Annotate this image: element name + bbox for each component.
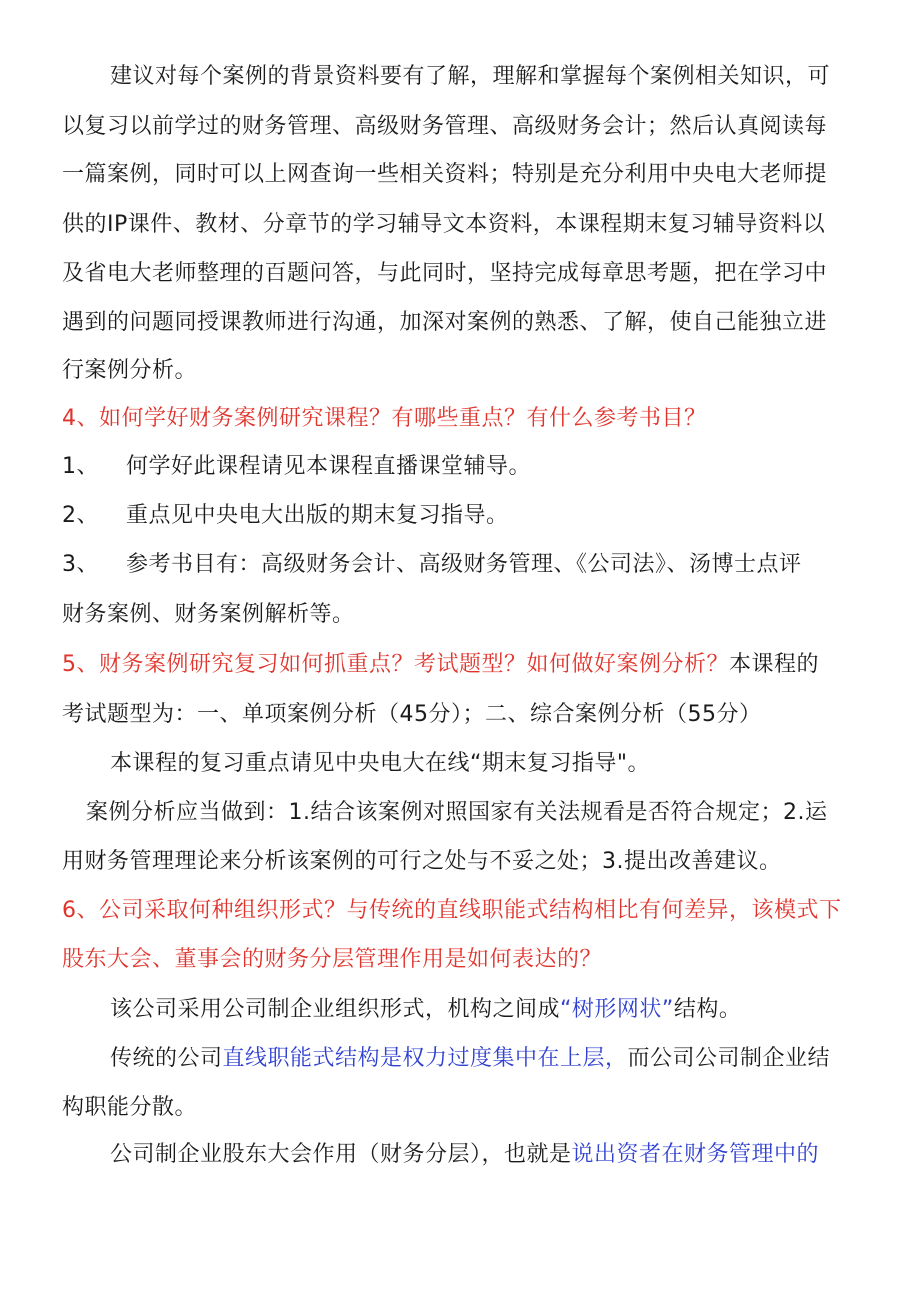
intro-line-7: 行案例分析。 <box>62 358 198 383</box>
q4-answer-3-continued: 财务案例、财务案例解析等。 <box>62 602 355 627</box>
q5-analysis-requirements: 案例分析应当做到：1.结合该案例对照国家有关法规看是否符合规定；2.运 <box>86 800 828 825</box>
intro-line-6: 遇到的问题同授课教师进行沟通，加深对案例的熟悉、了解，使自己能独立进 <box>62 310 828 335</box>
list-text: 参考书目有：高级财务会计、高级财务管理、《公司法》、汤博士点评 <box>126 552 802 577</box>
text-segment: 传统的公司 <box>110 1046 223 1071</box>
question-5-line <box>62 650 819 680</box>
q5-analysis-requirements-cont: 用财务管理理论来分析该案例的可行之处与不妥之处；3.提出改善建议。 <box>62 849 782 874</box>
text-segment: 公司制企业股东大会作用（财务分层），也就是 <box>110 1142 572 1167</box>
text-segment: 该公司采用公司制企业组织形式，机构之间成 <box>110 997 561 1022</box>
q5-exam-types: 考试题型为：一、单项案例分析（45分）；二、综合案例分析（55分） <box>62 702 762 727</box>
question-6-heading-line-2: 股东大会、董事会的财务分层管理作用是如何表达的？ <box>62 947 603 972</box>
intro-line-3: 一篇案例，同时可以上网查询一些相关资料；特别是充分利用中央电大老师提 <box>62 162 828 187</box>
intro-line-4: 供的IP课件、教材、分章节的学习辅导文本资料，本课程期末复习辅导资料以 <box>62 212 826 237</box>
q6-answer-2 <box>110 1044 830 1074</box>
q6-answer-3 <box>110 1140 819 1170</box>
text-segment: 结构。 <box>673 997 742 1022</box>
q5-answer-inline: 本课程的 <box>729 652 820 677</box>
list-text: 重点见中央电大出版的期末复习指导。 <box>126 503 509 528</box>
list-number: 2、 <box>62 503 99 528</box>
q4-answer-1 <box>62 452 532 482</box>
highlight-segment: “树形网状” <box>560 997 674 1022</box>
list-text: 何学好此课程请见本课程直播课堂辅导。 <box>126 454 532 479</box>
q4-answer-2 <box>62 501 509 531</box>
intro-line-2: 以复习以前学过的财务管理、高级财务管理、高级财务会计；然后认真阅读每 <box>62 114 828 139</box>
text-segment: 而公司公司制企业结 <box>627 1046 831 1071</box>
intro-line-1: 建议对每个案例的背景资料要有了解，理解和掌握每个案例相关知识，可 <box>110 64 831 89</box>
highlight-segment: 说出资者在财务管理中的 <box>571 1142 820 1167</box>
q6-answer-1 <box>110 995 741 1025</box>
list-number: 1、 <box>62 454 99 479</box>
q6-answer-2-continued: 构职能分散。 <box>62 1095 198 1120</box>
question-5-heading: 5、财务案例研究复习如何抓重点？考试题型？如何做好案例分析？ <box>62 652 729 677</box>
intro-line-5: 及省电大老师整理的百题问答，与此同时，坚持完成每章思考题，把在学习中 <box>62 261 828 286</box>
q5-review-focus: 本课程的复习重点请见中央电大在线“期末复习指导"。 <box>110 751 651 776</box>
q4-answer-3 <box>62 550 802 580</box>
list-number: 3、 <box>62 552 99 577</box>
question-4-heading: 4、如何学好财务案例研究课程？有哪些重点？有什么参考书目？ <box>62 406 707 431</box>
highlight-segment: 直线职能式结构是权力过度集中在上层， <box>222 1046 628 1071</box>
question-6-heading-line-1: 6、公司采取何种组织形式？与传统的直线职能式结构相比有何差异，该模式下 <box>62 898 842 923</box>
